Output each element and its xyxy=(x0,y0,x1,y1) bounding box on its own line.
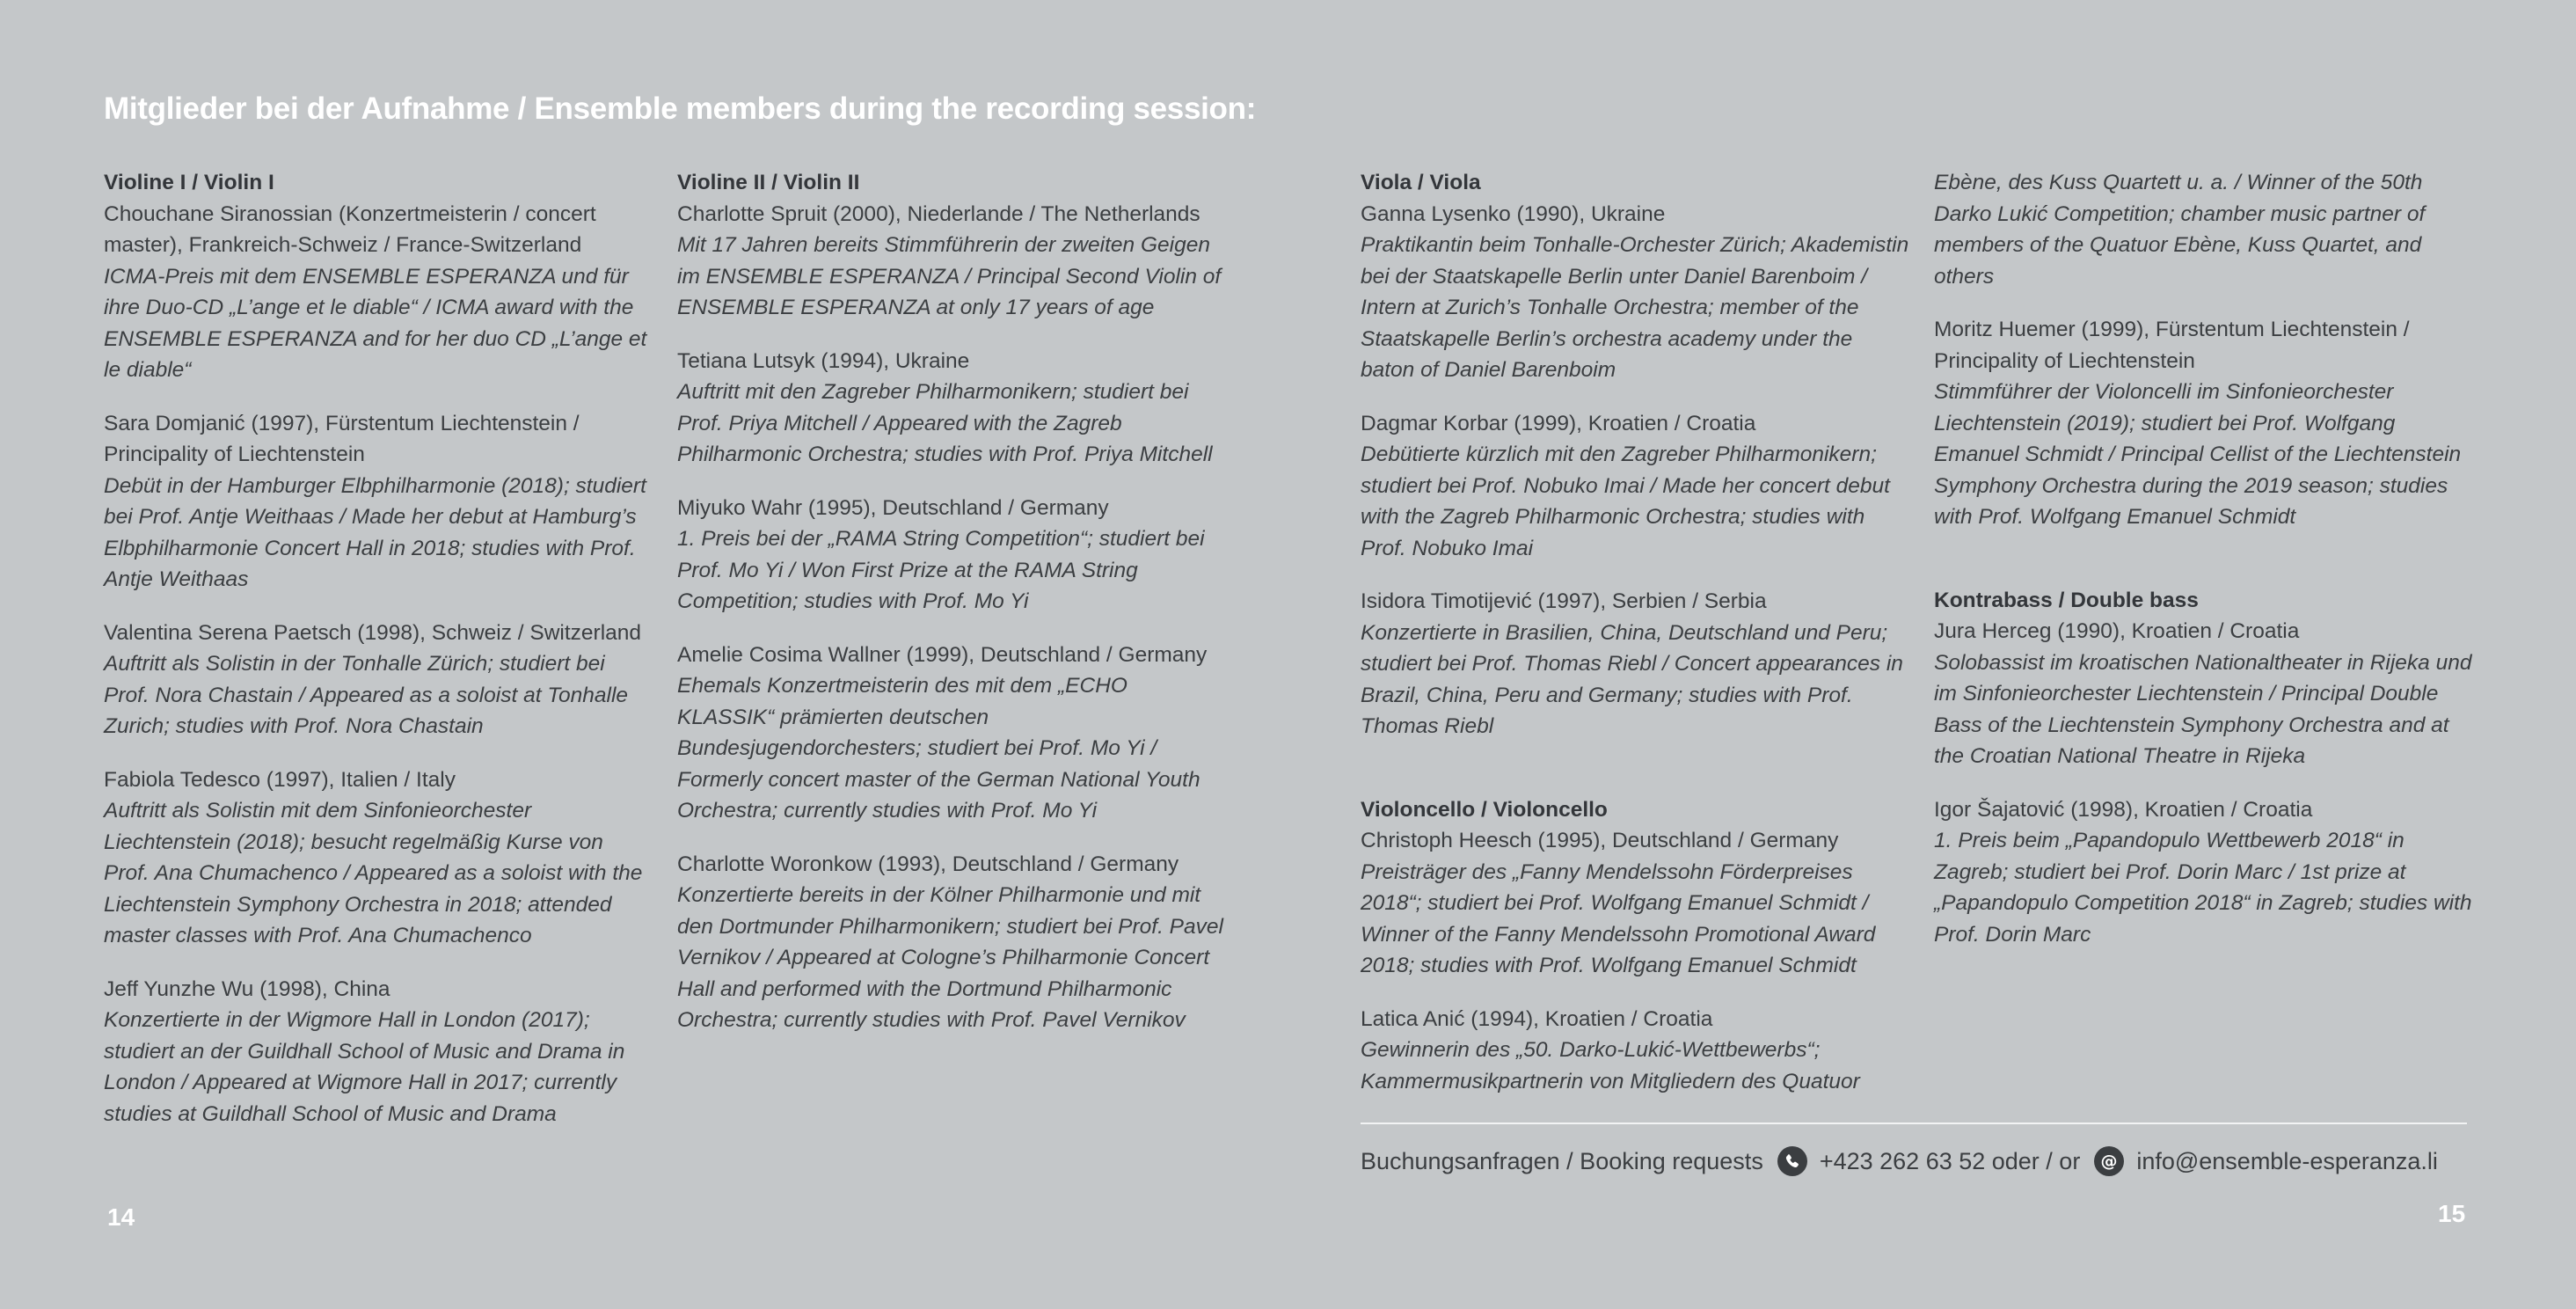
member-entry xyxy=(677,199,1227,324)
member-description: Ehemals Konzertmeisterin des mit dem „ECHO KLASSIK“ prämierten deutschen Bundesjugendorchesters; studiert bei Prof. Mo Yi / Formerly concert master of the German National Youth Orchestra; currently studies with Prof. Mo Yi xyxy=(677,674,1200,823)
member-description: 1. Preis beim „Papandopulo Wettbewerb 2018“ in Zagreb; studiert bei Prof. Dorin Marc / 1st prize at „Papandopulo Competition 2018“ in Zagreb; studies with Prof. Dorin Marc xyxy=(1934,829,2472,947)
member-entry xyxy=(1934,794,2484,951)
member-entry xyxy=(1934,314,2484,533)
member-description: 1. Preis bei der „RAMA String Competition“; studiert bei Prof. Mo Yi / Won First Prize at the RAMA String Competition; studies with Prof. Mo Yi xyxy=(677,527,1205,613)
member-name: Sara Domjanić (1997), Fürstentum Liechtenstein / Principality of Liechtenstein xyxy=(104,411,580,466)
member-description: Konzertierte bereits in der Kölner Philharmonie und mit den Dortmunder Philharmonikern; studiert bei Prof. Pavel Vernikov / Appeared at Cologne’s Philharmonie Concert Hall and performed with the Dortmund Philharmonic Orchestra; currently studies with Prof. Pavel Vernikov xyxy=(677,883,1223,1032)
member-name: Fabiola Tedesco (1997), Italien / Italy xyxy=(104,767,456,792)
section-title-violin-2: Violine II / Violin II xyxy=(677,171,860,194)
member-entry xyxy=(677,346,1227,471)
member-name: Valentina Serena Paetsch (1998), Schweiz / Switzerland xyxy=(104,620,642,645)
member-name: Tetiana Lutsyk (1994), Ukraine xyxy=(677,348,970,373)
member-name: Chouchane Siranossian (Konzertmeisterin / concert master), Frankreich-Schweiz / France-Switzerland xyxy=(104,201,596,257)
section-spacer xyxy=(1361,764,1910,794)
column-violin-1 xyxy=(104,167,653,1152)
member-entry-continued xyxy=(1934,167,2484,292)
member-description: Ebène, des Kuss Quartett u. a. / Winner of the 50th Darko Lukić Competition; chamber music partner of members of the Quatuor Ebène, Kuss Quartet, and others xyxy=(1934,171,2426,289)
member-entry xyxy=(677,493,1227,618)
member-name: Isidora Timotijević (1997), Serbien / Serbia xyxy=(1361,589,1767,613)
section-title-viola: Viola / Viola xyxy=(1361,171,1481,194)
member-entry xyxy=(104,764,653,952)
booking-phone[interactable]: +423 262 63 52 oder / or xyxy=(1819,1148,2081,1174)
booking-email[interactable]: info@ensemble-esperanza.li xyxy=(2136,1148,2438,1174)
member-description: Praktikantin beim Tonhalle-Orchester Zürich; Akademistin bei der Staatskapelle Berlin unter Daniel Barenboim / Intern at Zurich’s Tonhalle Orchestra; member of the Staatskapelle Berlin’s orchestra academy under the baton of Daniel Barenboim xyxy=(1361,233,1909,382)
member-name: Amelie Cosima Wallner (1999), Deutschland / Germany xyxy=(677,642,1208,667)
booking-requests xyxy=(1361,1144,2438,1179)
member-description: Mit 17 Jahren bereits Stimmführerin der zweiten Geigen im ENSEMBLE ESPERANZA / Principal Second Violin of ENSEMBLE ESPERANZA at only 17 years of age xyxy=(677,233,1222,319)
member-entry xyxy=(104,199,653,386)
member-entry xyxy=(1361,586,1910,742)
member-name: Igor Šajatović (1998), Kroatien / Croatia xyxy=(1934,797,2313,822)
member-entry xyxy=(1361,408,1910,565)
member-description: Preisträger des „Fanny Mendelssohn Förderpreises 2018“; studiert bei Prof. Wolfgang Emanuel Schmidt / Winner of the Fanny Mendelssohn Promotional Award 2018; studies with Prof. Wolfgang Emanuel Schmidt xyxy=(1361,859,1876,977)
member-name: Latica Anić (1994), Kroatien / Croatia xyxy=(1361,1006,1713,1031)
section-title-violoncello: Violoncello / Violoncello xyxy=(1361,797,1608,822)
member-description: Solobassist im kroatischen Nationaltheater in Rijeka und im Sinfonieorchester Liechtenstein / Principal Double Bass of the Liechtenstein Symphony Orchestra and at the Croatian National Theatre in Rijeka xyxy=(1934,650,2472,768)
booking-divider xyxy=(1361,1123,2467,1124)
at-icon xyxy=(2094,1146,2124,1176)
member-entry xyxy=(677,849,1227,1036)
section-spacer xyxy=(1934,555,2484,585)
member-name: Dagmar Korbar (1999), Kroatien / Croatia xyxy=(1361,411,1756,435)
column-cello-bass xyxy=(1934,167,2484,972)
phone-icon xyxy=(1777,1146,1807,1176)
member-name: Jura Herceg (1990), Kroatien / Croatia xyxy=(1934,619,2300,643)
member-name: Charlotte Woronkow (1993), Deutschland / Germany xyxy=(677,852,1179,876)
section-title-violin-1: Violine I / Violin I xyxy=(104,171,274,194)
member-description: Debüt in der Hamburger Elbphilharmonie (2018); studiert bei Prof. Antje Weithaas / Made her debut at Hamburg’s Elbphilharmonie Concert Hall in 2018; studies with Prof. Antje Weithaas xyxy=(104,473,646,591)
booking-label: Buchungsanfragen / Booking requests xyxy=(1361,1148,1763,1174)
member-description: ICMA-Preis mit dem ENSEMBLE ESPERANZA und für ihre Duo-CD „L’ange et le diable“ / ICMA award with the ENSEMBLE ESPERANZA and for her duo CD „L’ange et le diable“ xyxy=(104,264,647,382)
member-description: Auftritt als Solistin in der Tonhalle Zürich; studiert bei Prof. Nora Chastain / Appeared as a soloist at Tonhalle Zurich; studies with Prof. Nora Chastain xyxy=(104,652,629,738)
member-description: Auftritt mit den Zagreber Philharmonikern; studiert bei Prof. Priya Mitchell / Appeared with the Zagreb Philharmonic Orchestra; studies with Prof. Priya Mitchell xyxy=(677,380,1213,466)
member-description: Auftritt als Solistin mit dem Sinfonieorchester Liechtenstein (2018); besucht regelmäßig Kurse von Prof. Ana Chumachenco / Appeared as a soloist with the Liechtenstein Symphony Orchestra in 2018; attended master classes with Prof. Ana Chumachenco xyxy=(104,799,643,947)
member-entry xyxy=(104,618,653,742)
page-heading: Mitglieder bei der Aufnahme / Ensemble members during the recording session: xyxy=(104,91,1257,126)
member-name: Jeff Yunzhe Wu (1998), China xyxy=(104,976,390,1001)
member-entry xyxy=(1361,199,1910,386)
column-violin-2 xyxy=(677,167,1227,1058)
member-name: Charlotte Spruit (2000), Niederlande / The Netherlands xyxy=(677,201,1200,226)
member-entry xyxy=(1934,616,2484,772)
member-entry xyxy=(104,974,653,1130)
page-number-right: 15 xyxy=(2438,1200,2466,1227)
member-entry xyxy=(1361,825,1910,982)
member-name: Moritz Huemer (1999), Fürstentum Liechtenstein / Principality of Liechtenstein xyxy=(1934,318,2410,373)
member-entry xyxy=(1361,1004,1910,1098)
member-description: Debütierte kürzlich mit den Zagreber Philharmonikern; studiert bei Prof. Nobuko Imai / Made her concert debut with the Zagreb Philharmonic Orchestra; studies with Prof. Nobuko Imai xyxy=(1361,442,1890,560)
member-name: Christoph Heesch (1995), Deutschland / Germany xyxy=(1361,829,1839,852)
member-entry xyxy=(104,408,653,596)
member-description: Gewinnerin des „50. Darko-Lukić-Wettbewerbs“; Kammermusikpartnerin von Mitgliedern des Quatuor xyxy=(1361,1038,1860,1093)
member-entry xyxy=(677,640,1227,827)
section-title-double-bass: Kontrabass / Double bass xyxy=(1934,588,2199,612)
svg-text:@: @ xyxy=(2100,1152,2118,1171)
member-description: Stimmführer der Violoncelli im Sinfonieorchester Liechtenstein (2019); studiert bei Prof. Wolfgang Emanuel Schmidt / Principal Cellist of the Liechtenstein Symphony Orchestra during the 2019 season; studies with Prof. Wolfgang Emanuel Schmidt xyxy=(1934,380,2462,529)
column-viola-cello xyxy=(1361,167,1910,1119)
member-name: Miyuko Wahr (1995), Deutschland / Germany xyxy=(677,495,1109,520)
page-number-left: 14 xyxy=(107,1203,135,1231)
member-name: Ganna Lysenko (1990), Ukraine xyxy=(1361,201,1666,226)
member-description: Konzertierte in der Wigmore Hall in London (2017); studiert an der Guildhall School of Music and Drama in London / Appeared at Wigmore Hall in 2017; currently studies at Guildhall School of Music and Drama xyxy=(104,1008,625,1126)
member-description: Konzertierte in Brasilien, China, Deutschland und Peru; studiert bei Prof. Thomas Riebl / Concert appearances in Brazil, China, Peru and Germany; studies with Prof. Thomas Riebl xyxy=(1361,620,1903,738)
